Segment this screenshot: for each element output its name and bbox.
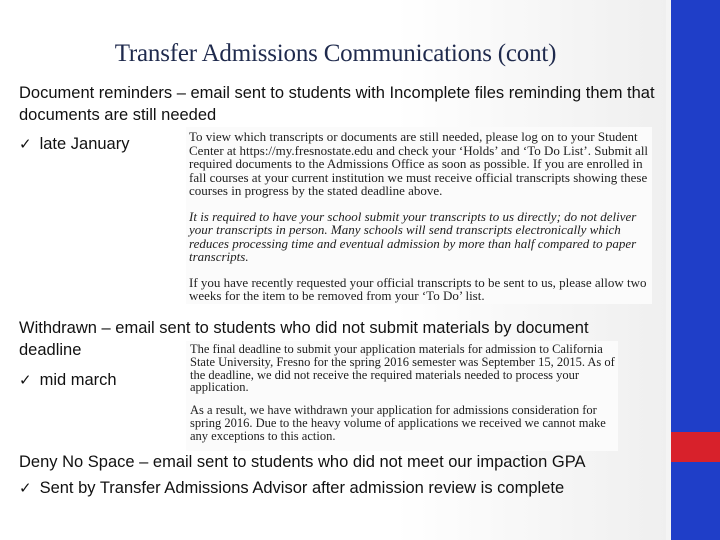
check-label: Sent by Transfer Admissions Advisor after admission review is complete	[39, 479, 565, 497]
section-withdrawn-text: Withdrawn – email sent to students who did not submit materials by document deadline	[19, 319, 589, 359]
slide-title: Transfer Admissions Communications (cont)	[114, 40, 557, 67]
email-excerpt-document-reminder	[186, 127, 652, 304]
section-document-reminders-text: Document reminders – email sent to students with Incomplete files reminding them that documents are still needed	[19, 84, 655, 124]
email-excerpt-withdrawn	[186, 341, 618, 451]
checkmark-icon: ✓	[19, 135, 32, 153]
excerpt-paragraph: As a result, we have withdrawn your application for admissions consideration for spring 2016. Due to the heavy volume of applications we received we cannot make any exceptions to this action.	[190, 403, 606, 443]
excerpt-paragraph: To view which transcripts or documents are still needed, please log on to your Student Center at https://my.fresnostate.edu and check your ‘Holds’ and ‘To Do List’. Submit all required documents to the Admissions Office as soon as possible. If you are enrolled in fall courses at your current institution we must receive official transcripts showing these courses in progress by the stated deadline above.	[189, 129, 649, 198]
section-deny-no-space-check	[19, 477, 564, 499]
sidebar-red-bar	[671, 432, 720, 462]
excerpt-paragraph: It is required to have your school submit your transcripts to us directly; do not deliver your transcripts in person. Many schools will send transcripts electronically which reduces processing time and eventual admission by more than half compared to paper transcripts.	[189, 208, 637, 264]
sidebar-blue-bar	[671, 0, 720, 432]
section-document-reminders-check	[19, 133, 129, 155]
sidebar-blue-bar-bottom	[671, 462, 720, 540]
section-withdrawn-check	[19, 369, 117, 391]
check-label: late January	[39, 135, 130, 153]
excerpt-paragraph: If you have recently requested your official transcripts to be sent to us, please allow two weeks for the item to be removed from your ‘To Do’ list.	[189, 274, 647, 303]
checkmark-icon: ✓	[19, 371, 32, 389]
checkmark-icon: ✓	[19, 479, 32, 497]
section-deny-no-space-text: Deny No Space – email sent to students who did not meet our impaction GPA	[19, 453, 586, 471]
check-label: mid march	[39, 371, 117, 389]
excerpt-paragraph: The final deadline to submit your application materials for admission to California State University, Fresno for the spring 2016 semester was September 15, 2015. As of the deadline, we did not receive the required materials needed to process your application.	[190, 342, 615, 395]
